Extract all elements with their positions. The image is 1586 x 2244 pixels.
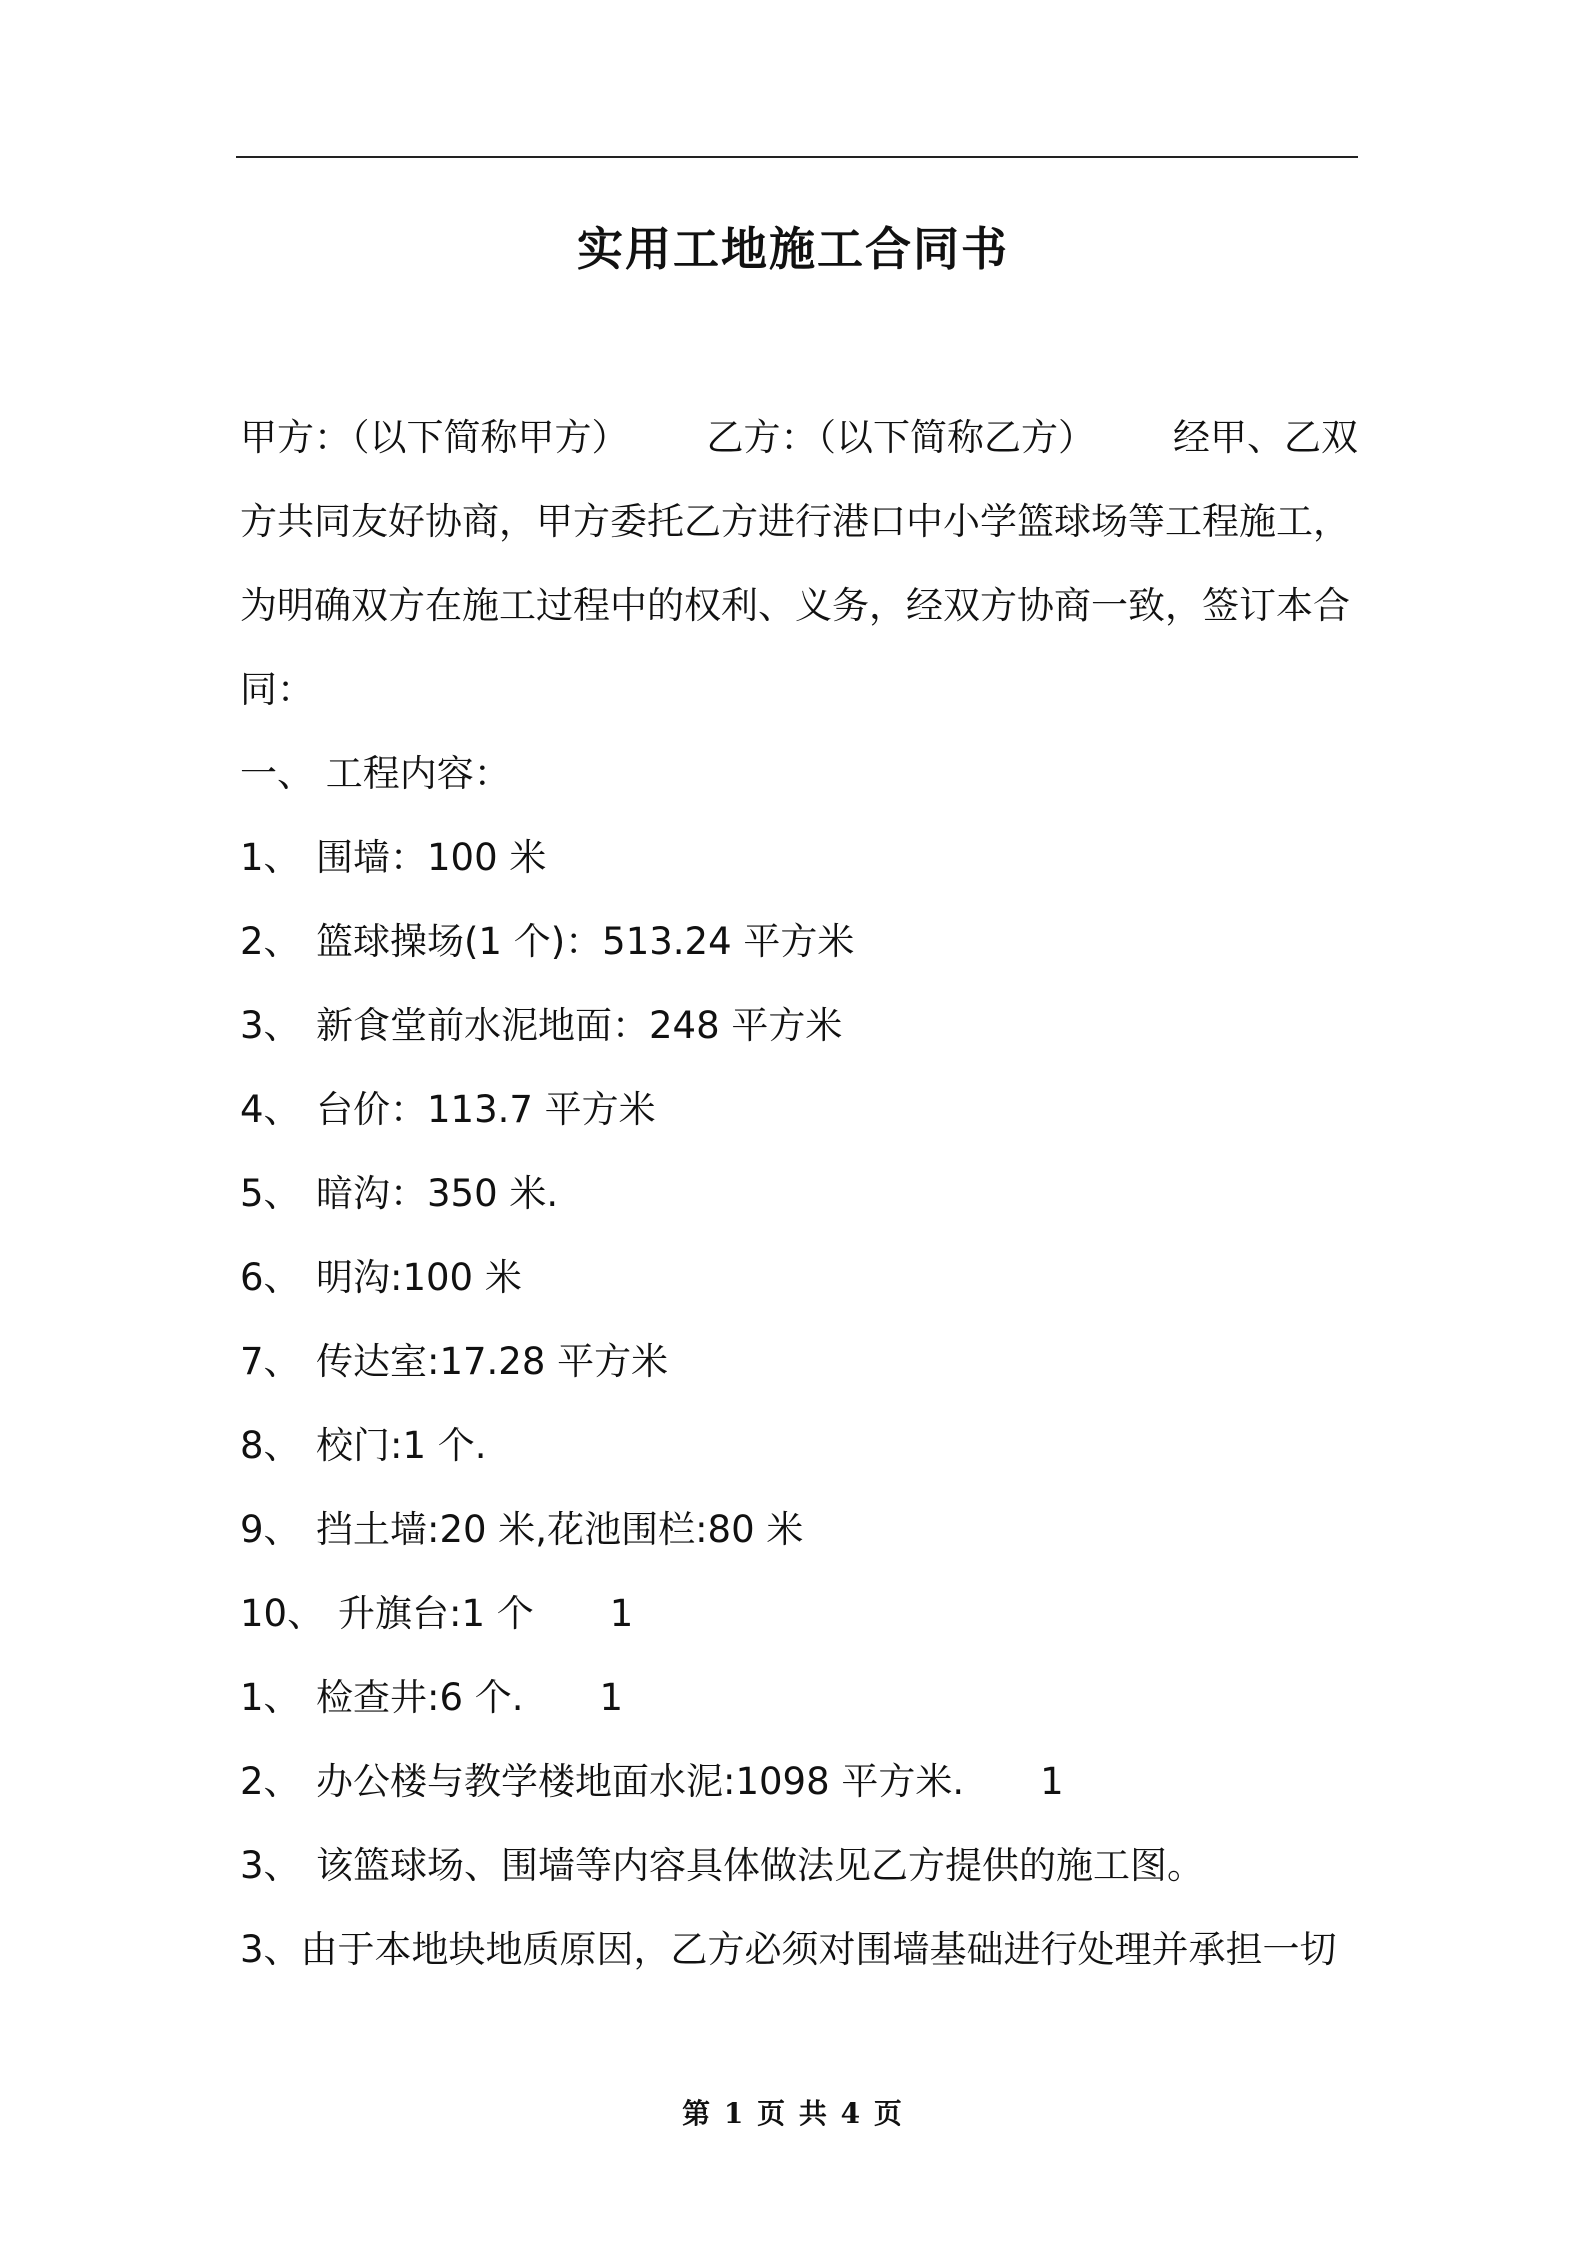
item-text: 传达室:17.28 平方米: [316, 1340, 669, 1383]
item-number: 5、: [240, 1172, 301, 1215]
party-a: 甲方：（以下简称甲方）: [240, 416, 629, 459]
item-number: 3、: [240, 1844, 301, 1887]
page-number: 第 1 页 共 4 页: [682, 2097, 904, 2130]
item-number: 3、: [240, 1004, 301, 1047]
item-number: 1、: [240, 836, 301, 879]
item-text: 检查井:6 个.: [316, 1676, 524, 1719]
list-item: [240, 1404, 1360, 1488]
section-heading: 一、 工程内容：: [240, 752, 511, 795]
item-note: 1: [609, 1592, 634, 1635]
item-text: 围墙：100 米: [316, 836, 547, 879]
item-text: 办公楼与教学楼地面水泥:1098 平方米.: [316, 1760, 965, 1803]
item-number: 8、: [240, 1424, 301, 1467]
list-item: [240, 984, 1360, 1068]
item-number: 6、: [240, 1256, 301, 1299]
item-text: 台价：113.7 平方米: [316, 1088, 656, 1131]
header-rule: [236, 156, 1358, 158]
item-text: 校门:1 个.: [316, 1424, 487, 1467]
intro-line-2: 方共同友好协商，甲方委托乙方进行港口中小学篮球场等工程施工，: [240, 500, 1350, 543]
item-text: 暗沟：350 米.: [316, 1172, 559, 1215]
document-body: [240, 396, 1360, 1992]
item-text: 明沟:100 米: [316, 1256, 522, 1299]
list-item: [240, 1068, 1360, 1152]
list-item: [240, 1740, 1360, 1824]
item-note: 1: [599, 1676, 624, 1719]
document-title: 实用工地施工合同书: [577, 222, 1009, 276]
intro-line-4: 同：: [240, 668, 314, 711]
list-item: [240, 1572, 1360, 1656]
list-item: [240, 1824, 1360, 1908]
item-number: 1、: [240, 1676, 301, 1719]
list-item: [240, 816, 1360, 900]
list-item: [240, 1656, 1360, 1740]
last-line: 3、由于本地块地质原因，乙方必须对围墙基础进行处理并承担一切: [240, 1928, 1337, 1971]
item-text: 升旗台:1 个: [338, 1592, 534, 1635]
item-note: 1: [1040, 1760, 1064, 1803]
item-text: 新食堂前水泥地面：248 平方米: [316, 1004, 843, 1047]
intro-line-1: [240, 396, 1360, 480]
item-text: 篮球操场(1 个)：513.24 平方米: [316, 920, 855, 963]
list-item: [240, 1152, 1360, 1236]
item-number: 2、: [240, 1760, 301, 1803]
list-item: [240, 1488, 1360, 1572]
item-number: 2、: [240, 920, 301, 963]
item-number: 4、: [240, 1088, 301, 1131]
item-number: 9、: [240, 1508, 301, 1551]
item-text: 该篮球场、围墙等内容具体做法见乙方提供的施工图。: [316, 1844, 1204, 1887]
intro-line-3: 为明确双方在施工过程中的权利、义务，经双方协商一致，签订本合: [240, 584, 1350, 627]
list-item: [240, 1320, 1360, 1404]
item-number: 10、: [240, 1592, 325, 1635]
item-text: 挡土墙:20 米,花池围栏:80 米: [316, 1508, 804, 1551]
intro-line-1-tail: 经甲、乙双: [1173, 416, 1358, 459]
list-item: [240, 900, 1360, 984]
item-number: 7、: [240, 1340, 301, 1383]
party-b: 乙方：（以下简称乙方）: [706, 416, 1095, 459]
list-item: [240, 1236, 1360, 1320]
